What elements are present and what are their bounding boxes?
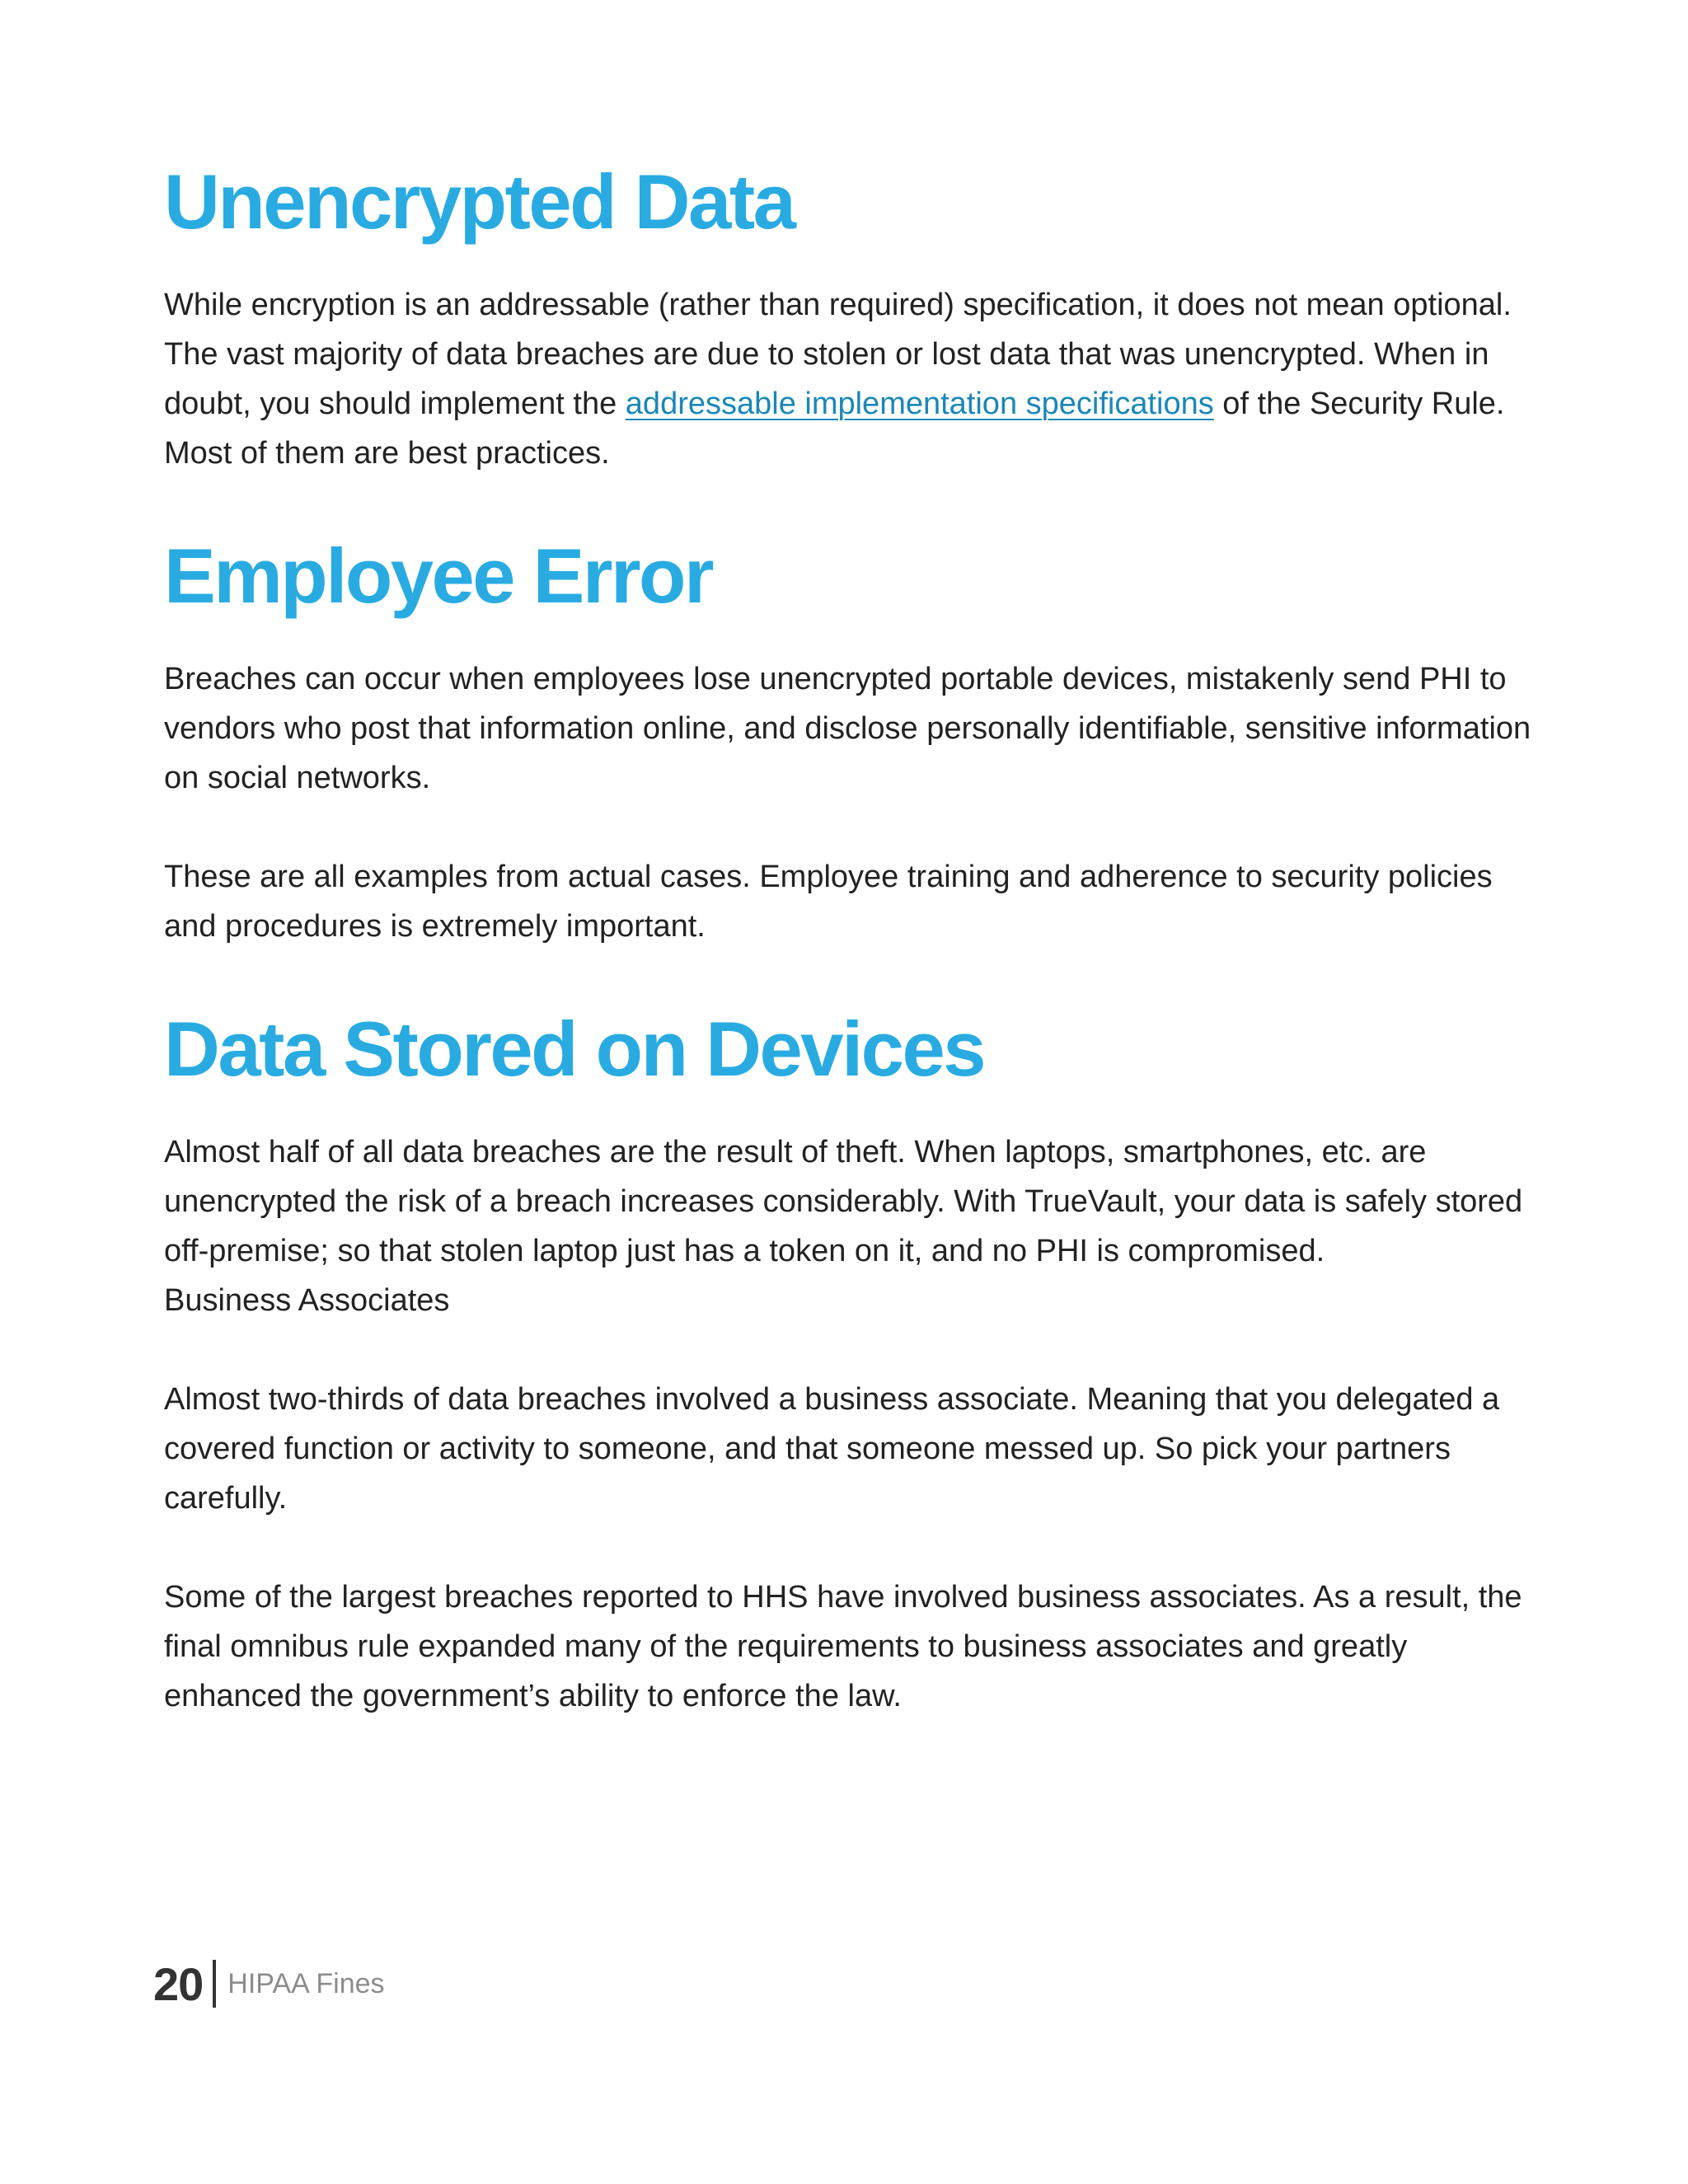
document-page: [164, 0, 1532, 1721]
paragraph-devices-1: [164, 1127, 1532, 1325]
page-footer: [153, 1955, 385, 2013]
page-number: 20: [153, 1957, 204, 2010]
paragraph-employee-error-2: These are all examples from actual cases. Employee training and adherence to security policies and procedures is extremely important.: [164, 860, 1493, 944]
section-title-unencrypted-data: Unencrypted Data: [164, 158, 795, 245]
paragraph-text: Almost half of all data breaches are the result of theft. When laptops, smartphones, etc. are unencrypted the risk of a breach increases considerably. With TrueVault, your data is safely stored off-premise; so that stolen laptop just has a token on it, and no PHI is compromised.: [164, 1135, 1523, 1268]
paragraph-employee-error-1: Breaches can occur when employees lose unencrypted portable devices, mistakenly send PHI to vendors who post that information online, and disclose personally identifiable, sensitive information on social networks.: [164, 662, 1531, 795]
paragraph-devices-2: Almost two-thirds of data breaches involved a business associate. Meaning that you delegated a covered function or activity to someone, and that someone messed up. So pick your partners carefully.: [164, 1382, 1500, 1516]
addressable-implementation-specifications-link[interactable]: addressable implementation specifications: [625, 387, 1214, 421]
section-title-employee-error: Employee Error: [164, 532, 713, 619]
business-associates-label: Business Associates: [164, 1283, 450, 1318]
footer-document-title: HIPAA Fines: [227, 1967, 385, 1999]
paragraph-devices-3: Some of the largest breaches reported to HHS have involved business associates. As a result, the final omnibus rule expanded many of the requirements to business associates and greatly enhanced the government’s ability to enforce the law.: [164, 1580, 1522, 1713]
footer-divider: [213, 1960, 216, 2008]
section-title-data-stored-on-devices: Data Stored on Devices: [164, 1005, 985, 1092]
paragraph-text: While encryption is an addressable (rather than required) specification, it does not mean optional. The vast majority of data breaches are due to stolen or lost data that was unencrypted. When in doubt, you should implement the: [164, 288, 1512, 421]
paragraph-text: of the Security Rule. Most of them are best practices.: [164, 387, 1505, 471]
paragraph-unencrypted-data: [164, 280, 1532, 478]
